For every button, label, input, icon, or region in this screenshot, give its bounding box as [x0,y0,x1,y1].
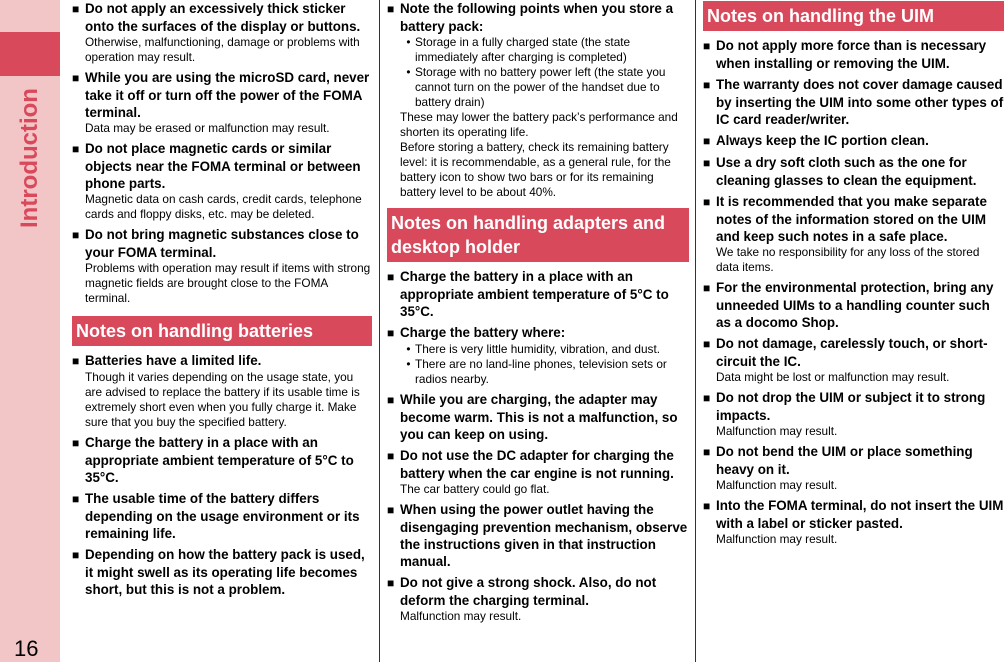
section-heading-batteries: Notes on handling batteries [72,316,372,346]
column-right [703,0,1004,662]
note-heading: ■ Do not apply an excessively thick sticker onto the surfaces of the display or buttons. [72,0,372,35]
note-body: These may lower the battery pack’s performance and shorten its operating life. [400,110,678,139]
note-heading: ■ Do not give a strong shock. Also, do not deform the charging terminal. [387,574,689,609]
note-heading: ■ Do not drop the UIM or subject it to strong impacts. [703,389,1004,424]
column-divider [695,0,696,662]
note-heading: ■ Into the FOMA terminal, do not insert the UIM with a label or sticker pasted. [703,497,1004,532]
note-heading: ■ Do not use the DC adapter for charging the battery when the car engine is not running. [387,447,689,482]
note-item [387,501,689,570]
section-heading-adapters: Notes on handling adapters and desktop holder [387,208,689,262]
note-item [72,226,372,306]
note-body: Data may be erased or malfunction may result. [85,121,330,135]
note-item [387,324,689,387]
note-item [387,391,689,443]
note-item [703,335,1004,385]
note-heading: ■ Do not apply more force than is necessary when installing or removing the UIM. [703,37,1004,72]
note-body: Magnetic data on cash cards, credit cards, telephone cards and floppy disks, etc. may be deleted. [85,192,362,221]
note-heading: ■ Do not bend the UIM or place something heavy on it. [703,443,1004,478]
note-heading: ■ Batteries have a limited life. [72,352,372,370]
side-tab-marker [0,32,60,76]
note-item [703,76,1004,128]
note-body: Though it varies depending on the usage state, you are advised to replace the battery if its usable time is extremely short even when you fully charge it. Make sure that you buy the specified battery. [85,370,360,429]
column-middle [387,0,689,662]
note-heading: ■ Do not damage, carelessly touch, or short-circuit the IC. [703,335,1004,370]
note-item [72,69,372,136]
bullet-item: • Storage in a fully charged state (the state immediately after charging is completed) [387,35,689,65]
note-item [72,0,372,65]
side-bar [0,0,60,662]
note-body: Malfunction may result. [400,609,522,623]
note-heading: ■ Always keep the IC portion clean. [703,132,1004,150]
note-item [703,154,1004,189]
note-body: The car battery could go flat. [400,482,550,496]
note-body: Malfunction may result. [716,478,838,492]
note-item [387,447,689,497]
bullet-item: • There is very little humidity, vibration, and dust. [387,342,689,357]
note-item [72,434,372,486]
note-item [703,497,1004,547]
note-heading: ■ Depending on how the battery pack is used, it might swell as its operating life becomes short, but this is not a problem. [72,546,372,598]
note-heading: ■ It is recommended that you make separate notes of the information stored on the UIM and keep such notes in a safe place. [703,193,1004,245]
note-heading: ■ Note the following points when you store a battery pack: [387,0,689,35]
bullet-item: • There are no land-line phones, television sets or radios nearby. [387,357,689,387]
note-heading: ■ Do not bring magnetic substances close to your FOMA terminal. [72,226,372,261]
note-body: Malfunction may result. [716,532,838,546]
note-heading: ■ Charge the battery where: [387,324,689,342]
note-item [703,443,1004,493]
note-heading: ■ Charge the battery in a place with an appropriate ambient temperature of 5°C to 35°C. [72,434,372,486]
note-body: We take no responsibility for any loss of the stored data items. [716,245,980,274]
note-item [703,279,1004,331]
chapter-title: Introduction [16,88,43,228]
note-item [387,0,689,200]
note-heading: ■ Use a dry soft cloth such as the one for cleaning glasses to clean the equipment. [703,154,1004,189]
bullet-item: • Storage with no battery power left (the state you cannot turn on the power of the handset due to battery drain) [387,65,689,110]
note-heading: ■ The usable time of the battery differs depending on the usage environment or its remaining life. [72,490,372,542]
note-heading: ■ For the environmental protection, bring any unneeded UIMs to a handling counter such as a docomo Shop. [703,279,1004,331]
page-number: 16 [14,636,39,661]
note-item [387,574,689,624]
note-body: Data might be lost or malfunction may result. [716,370,950,384]
column-divider [379,0,380,662]
note-item [703,37,1004,72]
note-body: Problems with operation may result if items with strong magnetic fields are brought close to the FOMA terminal. [85,261,371,305]
note-heading: ■ While you are charging, the adapter may become warm. This is not a malfunction, so you can keep on using. [387,391,689,443]
note-item [72,140,372,222]
note-item [387,268,689,320]
note-heading: ■ Charge the battery in a place with an appropriate ambient temperature of 5°C to 35°C. [387,268,689,320]
note-item [703,193,1004,275]
note-heading: ■ While you are using the microSD card, never take it off or turn off the power of the FOMA terminal. [72,69,372,121]
note-body: Before storing a battery, check its remaining battery level: it is recommendable, as a general rule, for the battery icon to show two bars or for its remaining battery level to be about 40%. [400,140,671,199]
note-body: Malfunction may result. [716,424,838,438]
section-heading-uim: Notes on handling the UIM [703,1,1004,31]
note-item [72,352,372,430]
column-left [72,0,372,662]
note-heading: ■ Do not place magnetic cards or similar objects near the FOMA terminal or between phone parts. [72,140,372,192]
note-heading: ■ When using the power outlet having the disengaging prevention mechanism, observe the instructions given in that instruction manual. [387,501,689,570]
note-item [72,490,372,542]
note-item [703,389,1004,439]
note-item [72,546,372,598]
note-heading: ■ The warranty does not cover damage caused by inserting the UIM into some other types of IC card reader/writer. [703,76,1004,128]
note-body: Otherwise, malfunctioning, damage or problems with operation may result. [85,35,360,64]
note-item [703,132,1004,150]
